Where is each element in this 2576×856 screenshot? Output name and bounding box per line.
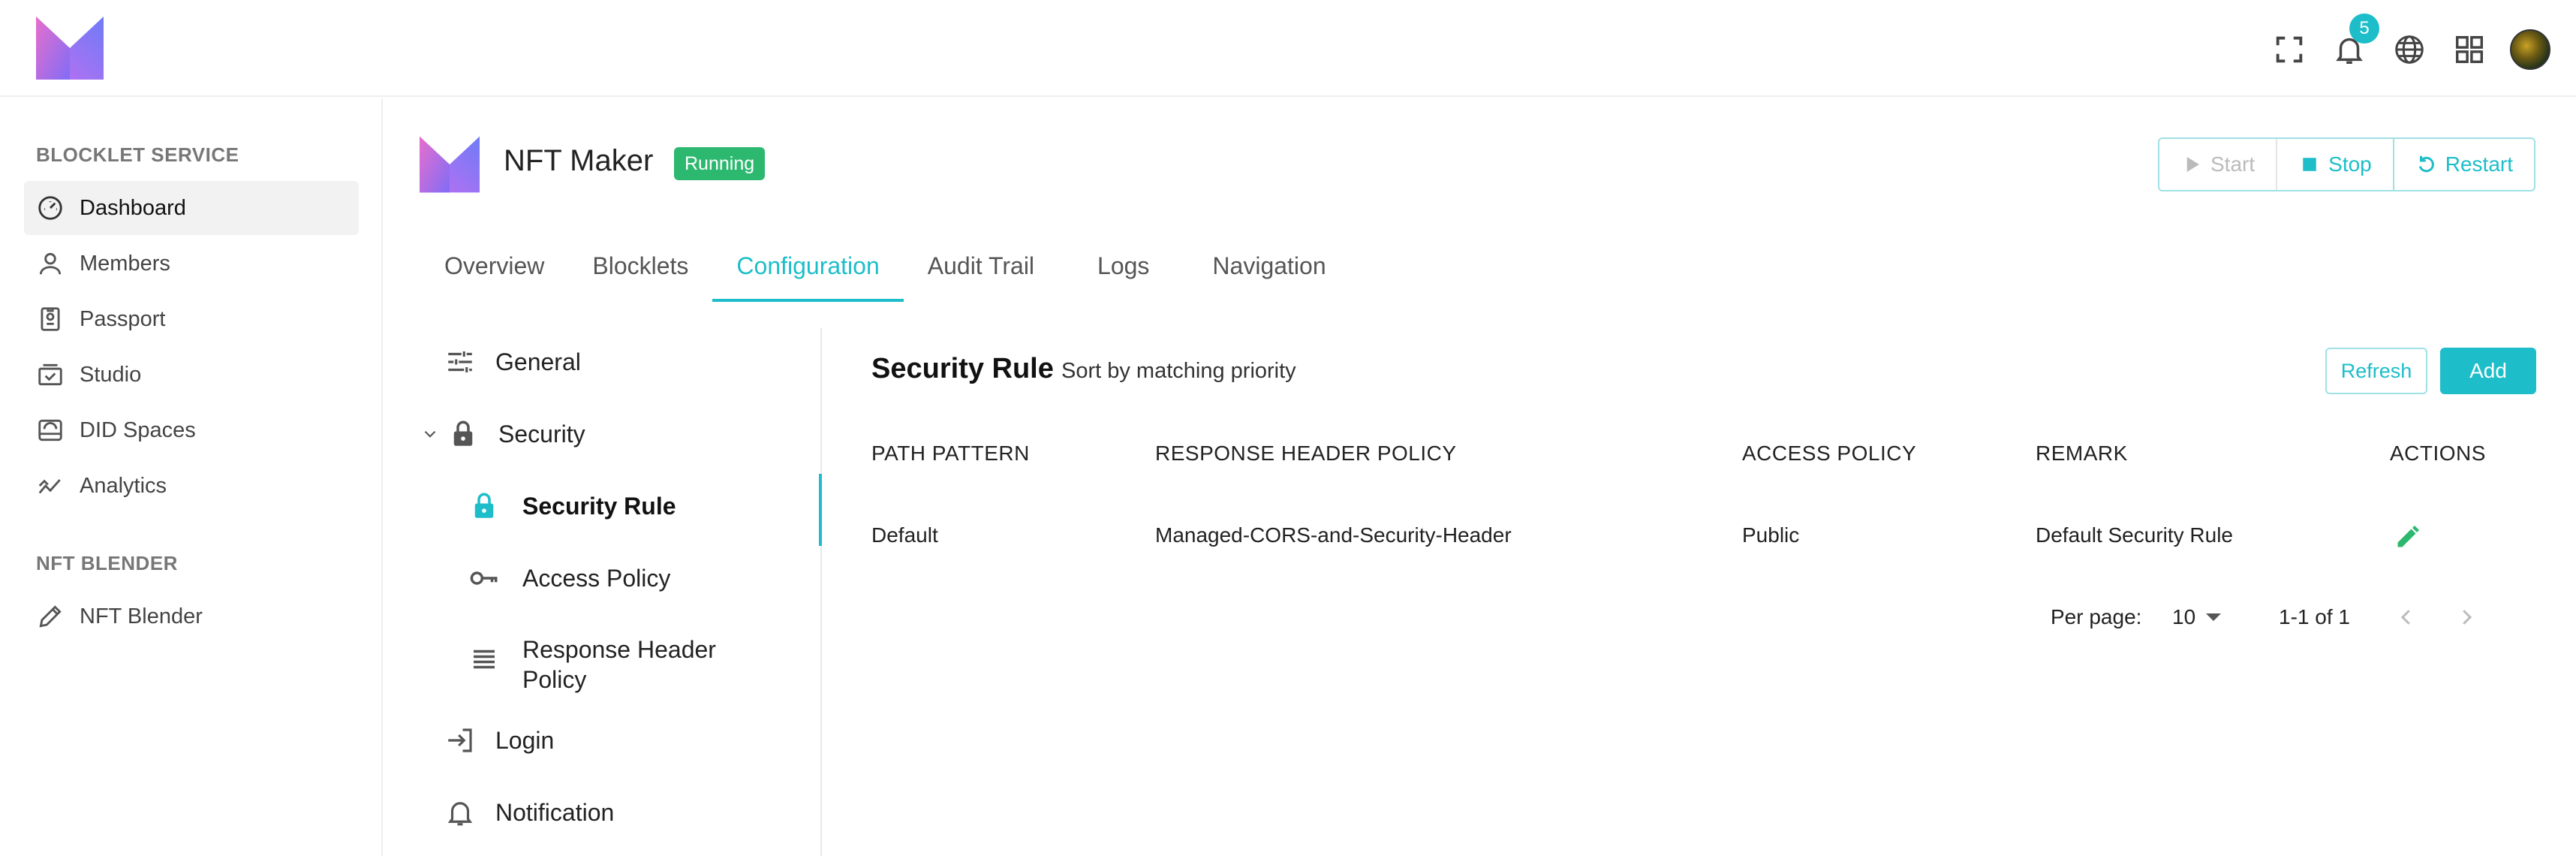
edit-icon[interactable] — [2394, 523, 2421, 550]
refresh-button[interactable]: Refresh — [2325, 348, 2427, 394]
previous-page-button[interactable] — [2390, 601, 2423, 634]
start-button-label: Start — [2210, 152, 2256, 176]
sidebar-item-members[interactable] — [24, 237, 359, 291]
config-item-general[interactable] — [444, 346, 581, 378]
lock-icon — [468, 490, 500, 522]
column-header-path-pattern: PATH PATTERN — [871, 442, 1030, 465]
column-header-actions: ACTIONS — [2390, 442, 2486, 465]
globe-icon[interactable] — [2387, 27, 2432, 72]
cell-access-policy: Public — [1742, 523, 1800, 547]
restart-button-label: Restart — [2445, 152, 2513, 176]
tab-blocklets[interactable]: Blocklets — [592, 252, 689, 279]
sidebar — [0, 98, 383, 856]
sidebar-item-label: DID Spaces — [80, 417, 196, 442]
chevron-right-icon — [2455, 606, 2478, 628]
config-item-security[interactable] — [420, 418, 585, 450]
caret-down-icon — [2206, 613, 2221, 621]
restart-button[interactable] — [2394, 139, 2534, 190]
stop-button-label: Stop — [2328, 152, 2372, 176]
cell-remark: Default Security Rule — [2036, 523, 2234, 547]
config-item-label: Security Rule — [522, 492, 676, 520]
content-title: Security Rule — [871, 353, 1054, 384]
cell-path-pattern: Default — [871, 523, 938, 547]
sidebar-item-dashboard[interactable] — [24, 181, 359, 235]
sidebar-item-passport[interactable] — [24, 292, 359, 346]
page-title: NFT Maker — [504, 144, 654, 177]
sidebar-item-label: Dashboard — [80, 195, 186, 220]
per-page-value: 10 — [2172, 605, 2196, 628]
config-item-security-rule[interactable] — [468, 490, 676, 522]
config-item-label: General — [495, 348, 581, 375]
stop-icon — [2298, 153, 2321, 176]
key-icon — [468, 562, 500, 594]
sidebar-item-studio[interactable] — [24, 348, 359, 402]
config-item-login[interactable] — [444, 725, 554, 756]
bell-icon — [444, 797, 476, 828]
per-page-label: Per page: — [2051, 605, 2142, 628]
studio-icon — [36, 360, 65, 389]
login-icon — [444, 725, 476, 756]
lock-icon — [447, 418, 479, 450]
list-icon — [468, 644, 500, 675]
configuration-menu — [420, 328, 822, 856]
column-header-remark: REMARK — [2036, 442, 2128, 465]
sidebar-item-nft-blender[interactable] — [24, 589, 359, 644]
bell-icon[interactable] — [2327, 18, 2372, 72]
add-button[interactable]: Add — [2440, 348, 2536, 394]
person-icon — [36, 249, 65, 278]
sidebar-item-label: NFT Blender — [80, 604, 203, 628]
config-item-label: Security — [498, 420, 585, 448]
apps-grid-icon[interactable] — [2447, 27, 2492, 72]
chevron-down-icon — [420, 424, 440, 444]
top-bar — [0, 0, 2576, 97]
sliders-icon — [444, 346, 476, 378]
tab-navigation[interactable]: Navigation — [1212, 252, 1326, 279]
tab-configuration[interactable]: Configuration — [712, 240, 903, 302]
sidebar-section-title: BLOCKLET SERVICE — [36, 143, 239, 166]
config-item-response-header-policy[interactable] — [468, 634, 784, 695]
analytics-icon — [36, 472, 65, 500]
status-badge: Running — [674, 147, 765, 180]
tab-audit-trail[interactable]: Audit Trail — [927, 252, 1035, 279]
sidebar-item-label: Studio — [80, 362, 142, 387]
config-item-label: Login — [495, 726, 555, 754]
column-header-response-header-policy: RESPONSE HEADER POLICY — [1155, 442, 1457, 465]
app-logo — [420, 136, 480, 193]
sidebar-item-analytics[interactable] — [24, 459, 359, 513]
config-item-notification[interactable] — [444, 797, 614, 828]
sidebar-item-did-spaces[interactable] — [24, 403, 359, 457]
did-spaces-icon — [36, 416, 65, 445]
next-page-button[interactable] — [2450, 601, 2483, 634]
fullscreen-icon[interactable] — [2267, 27, 2312, 72]
sidebar-item-label: Members — [80, 251, 170, 276]
chevron-left-icon — [2395, 606, 2418, 628]
tab-overview[interactable]: Overview — [444, 252, 545, 279]
content-subtitle: Sort by matching priority — [1061, 359, 1296, 383]
user-avatar[interactable] — [2510, 29, 2550, 70]
pencil-icon — [36, 602, 65, 631]
cell-response-header-policy: Managed-CORS-and-Security-Header — [1155, 523, 1512, 547]
sidebar-section-title: NFT BLENDER — [36, 552, 178, 574]
config-item-label: Response Header Policy — [522, 636, 716, 693]
per-page-select[interactable] — [2172, 601, 2221, 634]
dashboard-icon — [36, 194, 65, 222]
sidebar-item-label: Analytics — [80, 473, 167, 498]
stop-button[interactable] — [2277, 139, 2394, 190]
app-action-buttons — [2158, 137, 2535, 191]
active-indicator — [819, 474, 822, 546]
tab-bar — [420, 240, 1350, 302]
restart-icon — [2415, 153, 2438, 176]
sidebar-item-label: Passport — [80, 306, 166, 331]
tab-logs[interactable]: Logs — [1097, 252, 1150, 279]
config-item-label: Notification — [495, 798, 615, 826]
config-item-label: Access Policy — [522, 564, 671, 592]
play-icon — [2180, 153, 2203, 176]
arcblock-logo[interactable] — [36, 17, 104, 80]
start-button[interactable] — [2159, 139, 2277, 190]
pagination-range: 1-1 of 1 — [2279, 605, 2350, 628]
notification-count-badge: 5 — [2349, 14, 2379, 44]
config-item-access-policy[interactable] — [468, 562, 670, 594]
column-header-access-policy: ACCESS POLICY — [1742, 442, 1917, 465]
passport-icon — [36, 305, 65, 333]
